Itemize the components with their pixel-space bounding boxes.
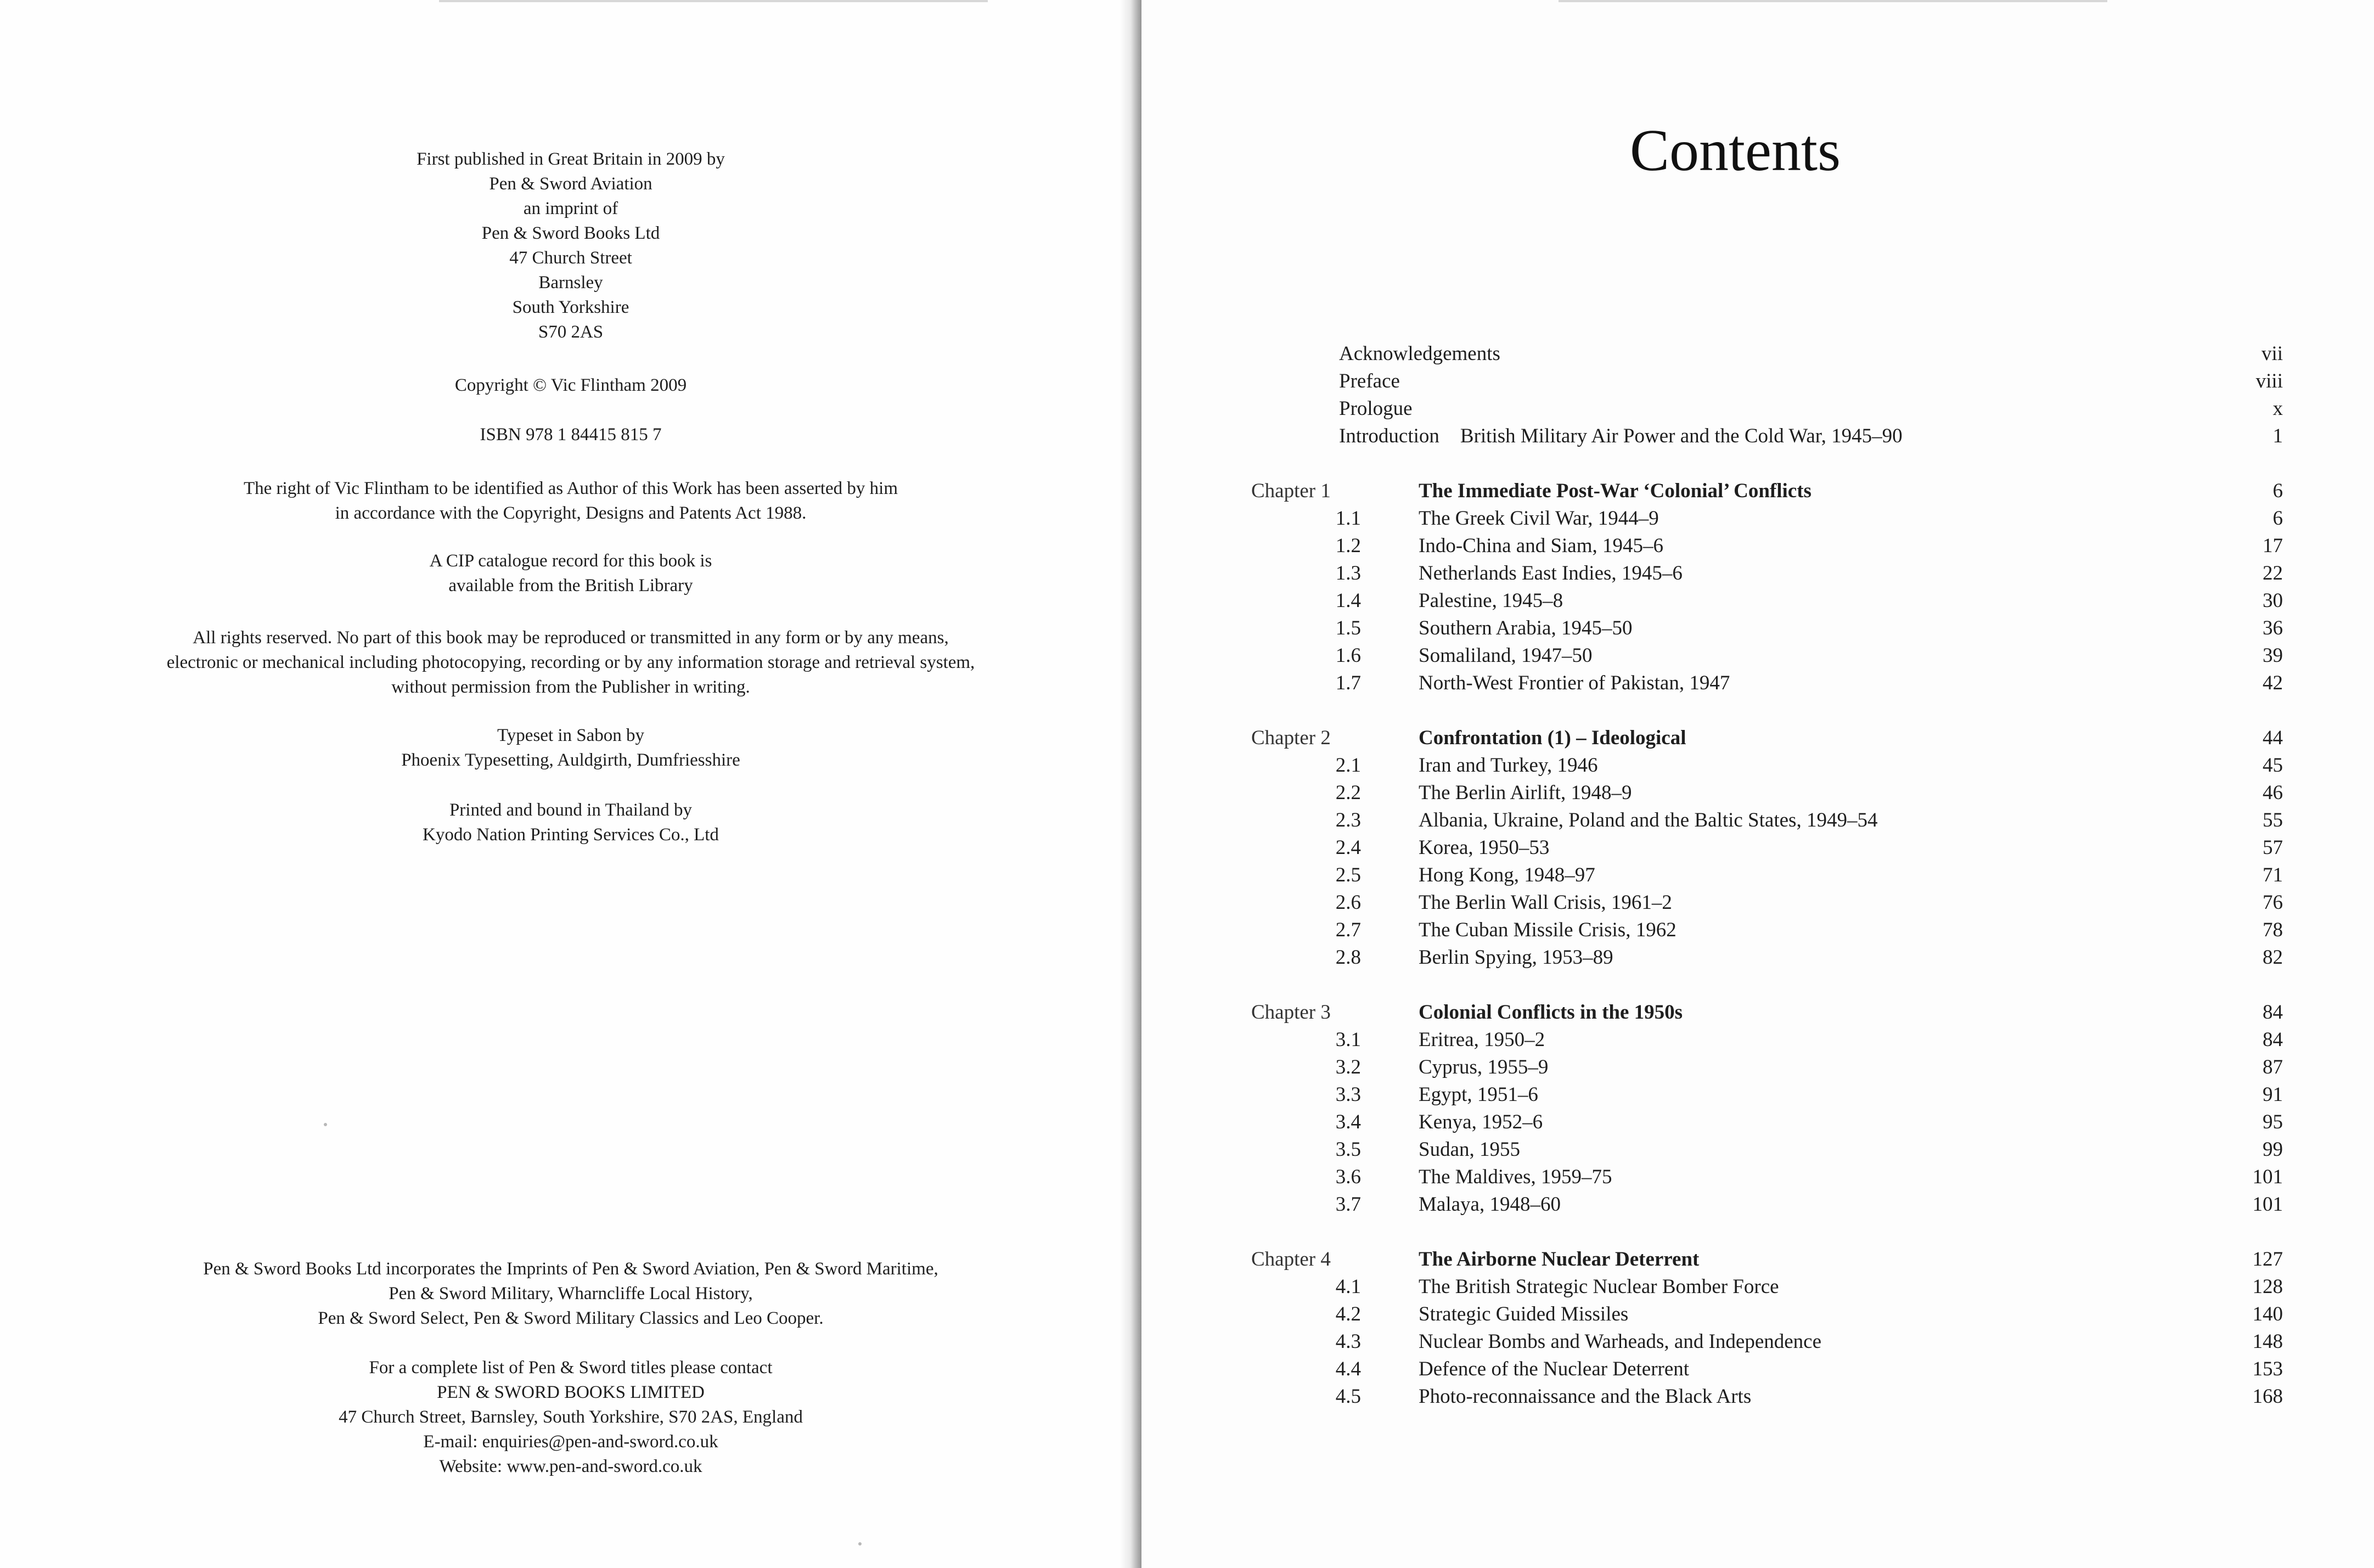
- toc-page-number: 46: [2263, 782, 2283, 804]
- toc-section: [1251, 752, 2283, 779]
- section-number: 4.2: [1335, 1303, 1361, 1325]
- section-title: Kenya, 1952–6: [1419, 1111, 1543, 1133]
- contact-website: Website: www.pen-and-sword.co.uk: [439, 1457, 702, 1476]
- typesetting-credit: [0, 723, 1141, 773]
- publisher-line: an imprint of: [523, 199, 618, 218]
- toc-page-number: 44: [2263, 727, 2283, 749]
- rights-line: electronic or mechanical including photocopying, recording or by any information storage and retrieval system,: [166, 653, 975, 672]
- section-number: 2.6: [1335, 891, 1361, 914]
- toc-page-number: 87: [2263, 1056, 2283, 1078]
- toc-section: [1251, 779, 2283, 807]
- imprints-line: Pen & Sword Military, Wharncliffe Local History,: [389, 1284, 753, 1303]
- toc-section: [1251, 670, 2283, 697]
- contents-title: Contents: [1630, 118, 1841, 183]
- toc-section: [1251, 944, 2283, 971]
- section-number: 1.7: [1335, 672, 1361, 694]
- toc-entry: [1251, 368, 2283, 395]
- section-number: 4.4: [1335, 1358, 1361, 1380]
- toc-entry: [1251, 340, 2283, 368]
- toc-page-number: 22: [2263, 562, 2283, 585]
- toc-page-number: 153: [2252, 1358, 2283, 1380]
- table-of-contents: [1251, 340, 2283, 1410]
- introduction-label: Introduction: [1339, 425, 1439, 447]
- cip-line: available from the British Library: [448, 576, 693, 595]
- contact-line: For a complete list of Pen & Sword titles please contact: [369, 1358, 773, 1378]
- cip-record-notice: [0, 549, 1141, 598]
- section-number: 1.2: [1335, 535, 1361, 557]
- toc-page-number: 57: [2263, 836, 2283, 859]
- section-title: Indo-China and Siam, 1945–6: [1419, 535, 1664, 557]
- toc-section: [1251, 1191, 2283, 1218]
- toc-page-number: 36: [2263, 617, 2283, 639]
- toc-page-number: 140: [2252, 1303, 2283, 1325]
- section-title: North-West Frontier of Pakistan, 1947: [1419, 672, 1730, 694]
- publisher-line: Barnsley: [538, 273, 603, 293]
- contact-line: 47 Church Street, Barnsley, South Yorkshire, S70 2AS, England: [339, 1407, 803, 1427]
- all-rights-reserved-notice: [0, 626, 1141, 700]
- chapter-label: Chapter 3: [1251, 1001, 1331, 1024]
- toc-page-number: 84: [2263, 1029, 2283, 1051]
- toc-section: [1251, 1301, 2283, 1328]
- toc-page-number: 6: [2272, 507, 2283, 530]
- printed-line: Printed and bound in Thailand by: [449, 800, 693, 820]
- publisher-block: [0, 147, 1141, 345]
- section-number: 2.8: [1335, 946, 1361, 969]
- copyright-text: Copyright © Vic Flintham 2009: [454, 375, 687, 395]
- section-title: The Maldives, 1959–75: [1419, 1166, 1612, 1188]
- toc-section: [1251, 1081, 2283, 1109]
- contact-line: PEN & SWORD BOOKS LIMITED: [437, 1382, 705, 1402]
- contact-email: E-mail: enquiries@pen-and-sword.co.uk: [423, 1432, 718, 1452]
- rights-line: All rights reserved. No part of this book may be reproduced or transmitted in any form or by any means,: [193, 628, 949, 648]
- toc-page-number: 6: [2272, 480, 2283, 502]
- section-number: 3.3: [1335, 1083, 1361, 1106]
- section-title: Cyprus, 1955–9: [1419, 1056, 1549, 1078]
- section-number: 1.3: [1335, 562, 1361, 585]
- section-title: Iran and Turkey, 1946: [1419, 754, 1598, 777]
- chapter-label: Chapter 1: [1251, 480, 1331, 502]
- toc-entry-title: Preface: [1339, 370, 1400, 392]
- toc-page-number: 30: [2263, 589, 2283, 612]
- paper-speck: [324, 1123, 327, 1126]
- cip-line: A CIP catalogue record for this book is: [429, 551, 712, 571]
- toc-page-number: 17: [2263, 535, 2283, 557]
- toc-section: [1251, 615, 2283, 642]
- typeset-line: Phoenix Typesetting, Auldgirth, Dumfriesshire: [401, 750, 740, 770]
- toc-section: [1251, 1273, 2283, 1301]
- rights-line: without permission from the Publisher in writing.: [391, 677, 750, 697]
- toc-section: [1251, 1054, 2283, 1081]
- section-title: Egypt, 1951–6: [1419, 1083, 1538, 1106]
- section-title: Korea, 1950–53: [1419, 836, 1550, 859]
- chapter-title: Colonial Conflicts in the 1950s: [1419, 1001, 1683, 1024]
- section-title: Eritrea, 1950–2: [1419, 1029, 1545, 1051]
- publisher-line: Pen & Sword Books Ltd: [481, 223, 660, 243]
- toc-entry-title: [1339, 423, 1903, 450]
- toc-section: [1251, 889, 2283, 917]
- imprints-list: [0, 1257, 1141, 1331]
- section-number: 2.3: [1335, 809, 1361, 831]
- toc-page-number: 76: [2263, 891, 2283, 914]
- assertion-line: The right of Vic Flintham to be identified as Author of this Work has been asserted by him: [243, 479, 898, 498]
- publisher-line: 47 Church Street: [509, 248, 632, 268]
- toc-page-number: 84: [2263, 1001, 2283, 1024]
- section-number: 2.2: [1335, 782, 1361, 804]
- toc-section: [1251, 560, 2283, 587]
- section-title: The Berlin Airlift, 1948–9: [1419, 782, 1632, 804]
- chapter-title: The Airborne Nuclear Deterrent: [1419, 1248, 1700, 1271]
- printed-line: Kyodo Nation Printing Services Co., Ltd: [423, 825, 719, 845]
- toc-page-number: 101: [2252, 1166, 2283, 1188]
- isbn-text: ISBN 978 1 84415 815 7: [480, 425, 662, 445]
- toc-section: [1251, 917, 2283, 944]
- section-title: Somaliland, 1947–50: [1419, 644, 1593, 667]
- section-number: 4.5: [1335, 1385, 1361, 1408]
- section-number: 3.5: [1335, 1138, 1361, 1161]
- toc-section: [1251, 1026, 2283, 1054]
- toc-page-number: 1: [2272, 425, 2283, 447]
- section-number: 1.5: [1335, 617, 1361, 639]
- section-title: Hong Kong, 1948–97: [1419, 864, 1595, 886]
- publisher-line: South Yorkshire: [512, 297, 629, 317]
- chapter-label: Chapter 4: [1251, 1248, 1331, 1271]
- section-title: Albania, Ukraine, Poland and the Baltic States, 1949–54: [1419, 809, 1878, 831]
- section-title: Nuclear Bombs and Warheads, and Independence: [1419, 1330, 1822, 1353]
- toc-page-number: 168: [2252, 1385, 2283, 1408]
- toc-page-number: 39: [2263, 644, 2283, 667]
- section-title: The Greek Civil War, 1944–9: [1419, 507, 1659, 530]
- section-title: Malaya, 1948–60: [1419, 1193, 1561, 1216]
- imprint-page: [0, 0, 1141, 1568]
- section-number: 1.4: [1335, 589, 1361, 612]
- chapter-title: Confrontation (1) – Ideological: [1419, 727, 1686, 749]
- section-title: The Berlin Wall Crisis, 1961–2: [1419, 891, 1672, 914]
- toc-section: [1251, 642, 2283, 670]
- toc-section: [1251, 1328, 2283, 1356]
- publisher-line: Pen & Sword Aviation: [489, 174, 652, 194]
- section-number: 3.2: [1335, 1056, 1361, 1078]
- section-title: Netherlands East Indies, 1945–6: [1419, 562, 1683, 585]
- section-number: 2.5: [1335, 864, 1361, 886]
- toc-page-number: 71: [2263, 864, 2283, 886]
- section-number: 4.3: [1335, 1330, 1361, 1353]
- section-number: 2.1: [1335, 754, 1361, 777]
- publisher-contact: [0, 1356, 1141, 1479]
- toc-section: [1251, 1383, 2283, 1410]
- page-edge-line: [439, 0, 988, 2]
- toc-page-number: 42: [2263, 672, 2283, 694]
- section-number: 3.1: [1335, 1029, 1361, 1051]
- toc-section: [1251, 1164, 2283, 1191]
- toc-page-number: viii: [2255, 370, 2283, 392]
- toc-section: [1251, 1136, 2283, 1164]
- chapter-heading: [1251, 999, 2283, 1026]
- toc-page-number: 101: [2252, 1193, 2283, 1216]
- section-title: Berlin Spying, 1953–89: [1419, 946, 1613, 969]
- chapter-title: The Immediate Post-War ‘Colonial’ Conflicts: [1419, 480, 1812, 502]
- toc-page-number: vii: [2261, 342, 2283, 365]
- toc-page-number: 99: [2263, 1138, 2283, 1161]
- toc-page-number: 148: [2252, 1330, 2283, 1353]
- toc-entry: [1251, 423, 2283, 450]
- toc-page-number: 127: [2252, 1248, 2283, 1271]
- author-rights-assertion: [0, 476, 1141, 526]
- section-title: The Cuban Missile Crisis, 1962: [1419, 919, 1677, 941]
- publisher-line: First published in Great Britain in 2009 by: [417, 149, 725, 169]
- section-title: Strategic Guided Missiles: [1419, 1303, 1629, 1325]
- toc-page-number: 128: [2252, 1275, 2283, 1298]
- typeset-line: Typeset in Sabon by: [497, 726, 645, 745]
- section-title: Photo-reconnaissance and the Black Arts: [1419, 1385, 1752, 1408]
- section-title: Sudan, 1955: [1419, 1138, 1520, 1161]
- publisher-line: S70 2AS: [538, 322, 604, 342]
- paper-speck: [858, 1542, 862, 1545]
- toc-entry: [1251, 395, 2283, 423]
- toc-page-number: 91: [2263, 1083, 2283, 1106]
- toc-section: [1251, 505, 2283, 532]
- toc-section: [1251, 1109, 2283, 1136]
- section-number: 2.7: [1335, 919, 1361, 941]
- toc-section: [1251, 807, 2283, 834]
- toc-section: [1251, 834, 2283, 862]
- toc-page-number: 45: [2263, 754, 2283, 777]
- chapter-heading: [1251, 724, 2283, 752]
- section-title: The British Strategic Nuclear Bomber Force: [1419, 1275, 1779, 1298]
- section-title: Southern Arabia, 1945–50: [1419, 617, 1633, 639]
- toc-section: [1251, 862, 2283, 889]
- chapter-label: Chapter 2: [1251, 727, 1331, 749]
- section-title: Defence of the Nuclear Deterrent: [1419, 1358, 1690, 1380]
- toc-page-number: 55: [2263, 809, 2283, 831]
- toc-page-number: 95: [2263, 1111, 2283, 1133]
- toc-entry-title: Acknowledgements: [1339, 342, 1500, 365]
- copyright-notice: [0, 373, 1141, 398]
- page-edge-line: [1559, 0, 2107, 2]
- imprints-line: Pen & Sword Books Ltd incorporates the Imprints of Pen & Sword Aviation, Pen & Sword Maritime,: [203, 1259, 938, 1279]
- section-number: 2.4: [1335, 836, 1361, 859]
- toc-page-number: x: [2272, 397, 2283, 420]
- toc-page-number: 78: [2263, 919, 2283, 941]
- section-number: 3.4: [1335, 1111, 1361, 1133]
- section-title: Palestine, 1945–8: [1419, 589, 1563, 612]
- section-number: 3.7: [1335, 1193, 1361, 1216]
- section-number: 3.6: [1335, 1166, 1361, 1188]
- assertion-line: in accordance with the Copyright, Designs and Patents Act 1988.: [335, 503, 807, 523]
- isbn-block: [0, 423, 1141, 447]
- printing-credit: [0, 798, 1141, 847]
- section-number: 1.6: [1335, 644, 1361, 667]
- imprints-line: Pen & Sword Select, Pen & Sword Military Classics and Leo Cooper.: [318, 1308, 824, 1328]
- toc-entry-title: Prologue: [1339, 397, 1413, 420]
- introduction-subtitle: British Military Air Power and the Cold War, 1945–90: [1460, 425, 1903, 447]
- chapter-heading: [1251, 1246, 2283, 1273]
- section-number: 1.1: [1335, 507, 1361, 530]
- chapter-heading: [1251, 477, 2283, 505]
- toc-page-number: 82: [2263, 946, 2283, 969]
- section-number: 4.1: [1335, 1275, 1361, 1298]
- toc-section: [1251, 587, 2283, 615]
- toc-section: [1251, 1356, 2283, 1383]
- toc-section: [1251, 532, 2283, 560]
